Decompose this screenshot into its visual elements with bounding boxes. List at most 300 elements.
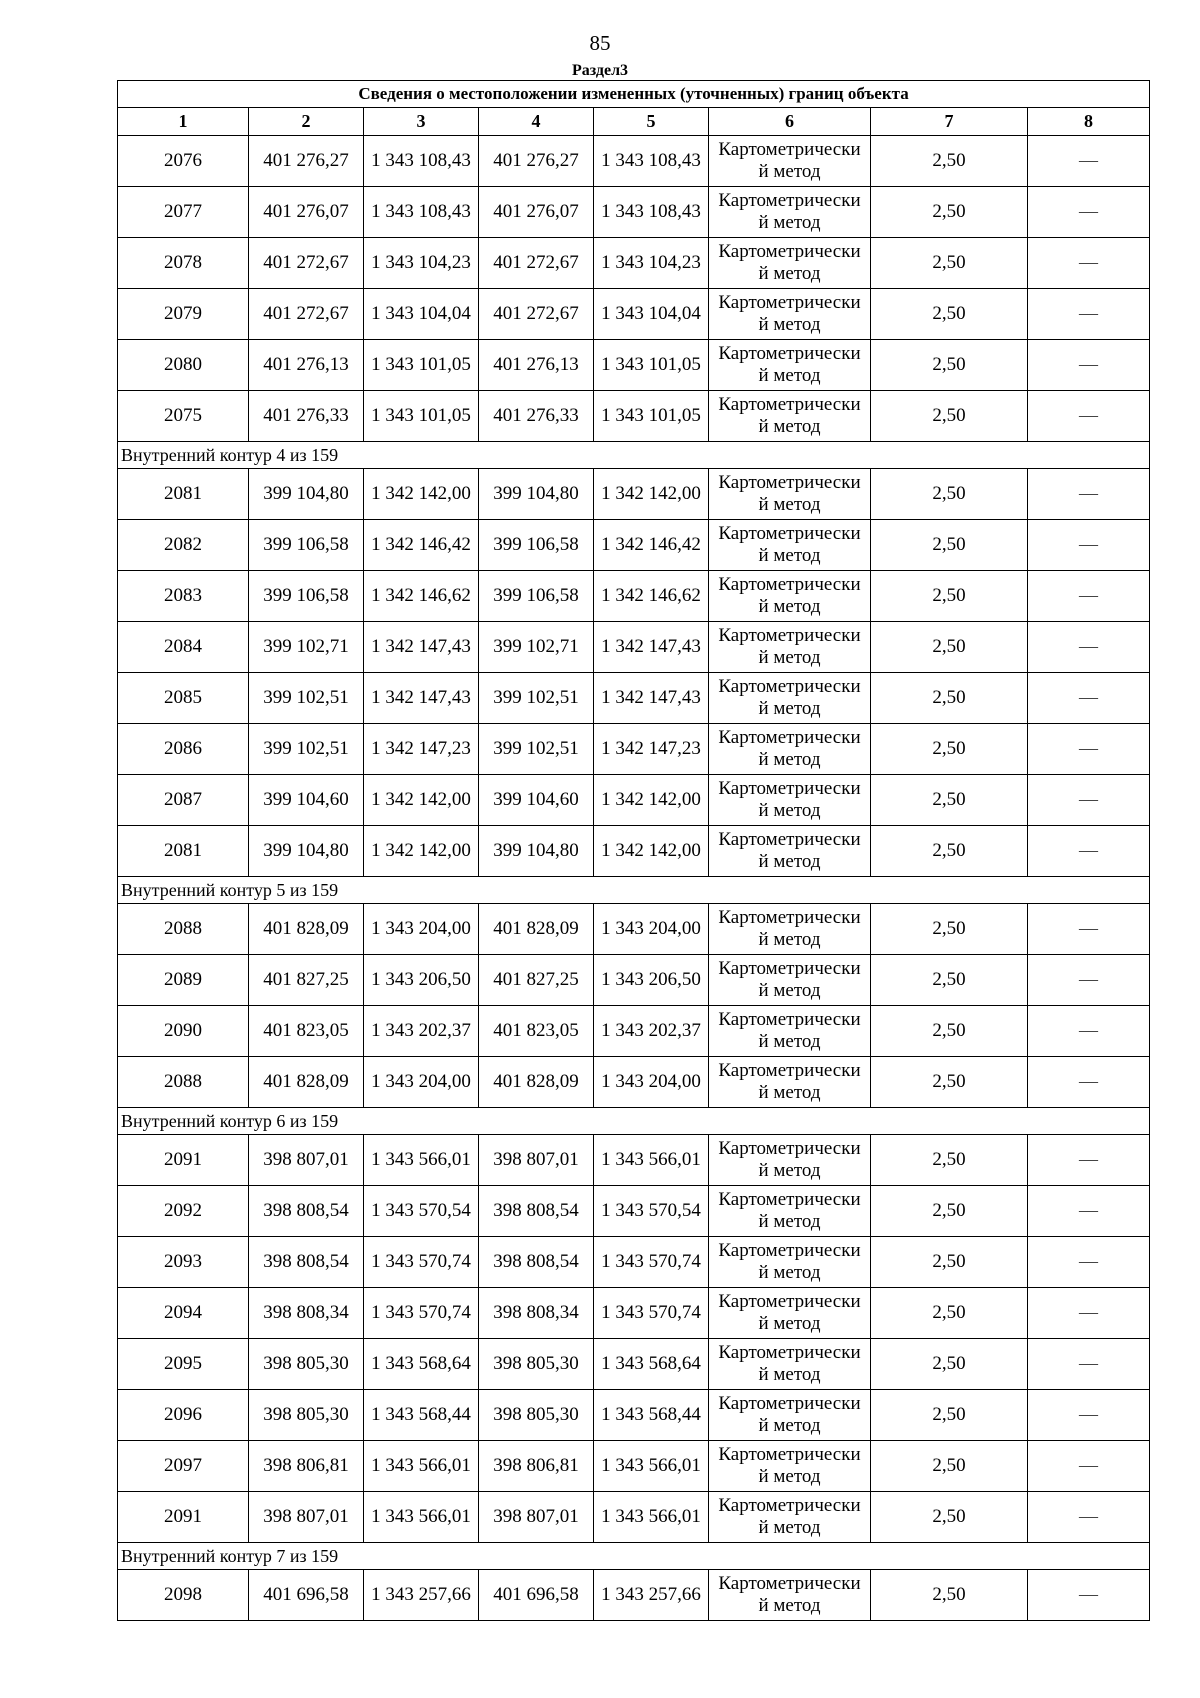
- y-coordinate-new-cell: 1 343 570,54: [594, 1186, 709, 1237]
- method-text-line1: Картометрически: [718, 1060, 861, 1081]
- method-text-line1: Картометрически: [718, 1291, 861, 1312]
- boundary-coordinates-table: [117, 80, 1150, 1621]
- y-coordinate-cell: 1 343 206,50: [364, 955, 479, 1006]
- method-text-line2: й метод: [758, 698, 821, 719]
- page-number: 85: [589, 31, 611, 55]
- x-coordinate-cell: 399 106,58: [249, 520, 364, 571]
- method-text-line1: Картометрически: [718, 343, 861, 364]
- accuracy-cell: 2,50: [871, 622, 1028, 673]
- method-text-line2: й метод: [758, 1517, 821, 1538]
- y-coordinate-cell: 1 342 147,43: [364, 622, 479, 673]
- y-coordinate-cell: 1 343 101,05: [364, 391, 479, 442]
- method-text-line1: Картометрически: [718, 574, 861, 595]
- y-coordinate-cell: 1 343 570,74: [364, 1237, 479, 1288]
- accuracy-cell: 2,50: [871, 1186, 1028, 1237]
- x-coordinate-cell: 398 805,30: [249, 1390, 364, 1441]
- y-coordinate-cell: 1 343 568,44: [364, 1390, 479, 1441]
- accuracy-cell: 2,50: [871, 571, 1028, 622]
- y-coordinate-cell: 1 342 142,00: [364, 826, 479, 877]
- method-cell: [709, 904, 871, 955]
- y-coordinate-new-cell: 1 342 142,00: [594, 826, 709, 877]
- point-number-cell: 2095: [118, 1339, 249, 1390]
- table-row: [118, 136, 1150, 187]
- x-coordinate-new-cell: 398 807,01: [479, 1135, 594, 1186]
- table-row: [118, 238, 1150, 289]
- method-text-line1: Картометрически: [718, 523, 861, 544]
- y-coordinate-cell: 1 343 570,54: [364, 1186, 479, 1237]
- x-coordinate-cell: 401 272,67: [249, 238, 364, 289]
- method-text-line1: Картометрически: [718, 958, 861, 979]
- x-coordinate-new-cell: 401 828,09: [479, 904, 594, 955]
- y-coordinate-cell: 1 343 108,43: [364, 136, 479, 187]
- x-coordinate-new-cell: 401 272,67: [479, 238, 594, 289]
- method-text-line2: й метод: [758, 1031, 821, 1052]
- table-body: [118, 136, 1150, 1621]
- method-text-line1: Картометрически: [718, 1342, 861, 1363]
- method-cell: [709, 391, 871, 442]
- method-text-line1: Картометрически: [718, 1495, 861, 1516]
- point-number-cell: 2081: [118, 469, 249, 520]
- x-coordinate-cell: 399 102,71: [249, 622, 364, 673]
- method-text-line1: Картометрически: [718, 472, 861, 493]
- x-coordinate-cell: 401 276,33: [249, 391, 364, 442]
- x-coordinate-cell: 401 823,05: [249, 1006, 364, 1057]
- description-cell: —: [1028, 136, 1150, 187]
- y-coordinate-new-cell: 1 343 570,74: [594, 1288, 709, 1339]
- method-cell: [709, 1288, 871, 1339]
- y-coordinate-new-cell: 1 343 108,43: [594, 136, 709, 187]
- method-text-line2: й метод: [758, 1466, 821, 1487]
- x-coordinate-cell: 399 102,51: [249, 673, 364, 724]
- method-text-line1: Картометрически: [718, 1138, 861, 1159]
- point-number-cell: 2085: [118, 673, 249, 724]
- x-coordinate-cell: 398 808,54: [249, 1186, 364, 1237]
- point-number-cell: 2079: [118, 289, 249, 340]
- method-text-line1: Картометрически: [718, 394, 861, 415]
- x-coordinate-new-cell: 401 276,33: [479, 391, 594, 442]
- point-number-cell: 2096: [118, 1390, 249, 1441]
- accuracy-cell: 2,50: [871, 826, 1028, 877]
- y-coordinate-cell: 1 342 147,43: [364, 673, 479, 724]
- method-cell: [709, 238, 871, 289]
- y-coordinate-new-cell: 1 342 146,62: [594, 571, 709, 622]
- table-row: [118, 1006, 1150, 1057]
- method-text-line2: й метод: [758, 749, 821, 770]
- method-cell: [709, 187, 871, 238]
- point-number-cell: 2082: [118, 520, 249, 571]
- x-coordinate-cell: 401 276,13: [249, 340, 364, 391]
- point-number-cell: 2077: [118, 187, 249, 238]
- x-coordinate-new-cell: 399 104,80: [479, 826, 594, 877]
- contour-row: [118, 1108, 1150, 1135]
- method-cell: [709, 724, 871, 775]
- y-coordinate-new-cell: 1 342 142,00: [594, 775, 709, 826]
- y-coordinate-cell: 1 343 101,05: [364, 340, 479, 391]
- y-coordinate-new-cell: 1 342 142,00: [594, 469, 709, 520]
- table-row: [118, 1390, 1150, 1441]
- table-row: [118, 1441, 1150, 1492]
- table-row: [118, 826, 1150, 877]
- method-cell: [709, 775, 871, 826]
- x-coordinate-new-cell: 399 104,60: [479, 775, 594, 826]
- method-text-line1: Картометрически: [718, 1393, 861, 1414]
- accuracy-cell: 2,50: [871, 673, 1028, 724]
- accuracy-cell: 2,50: [871, 520, 1028, 571]
- table-row: [118, 520, 1150, 571]
- accuracy-cell: 2,50: [871, 904, 1028, 955]
- column-header: 8: [1028, 108, 1150, 136]
- point-number-cell: 2081: [118, 826, 249, 877]
- contour-row: [118, 442, 1150, 469]
- y-coordinate-cell: 1 343 566,01: [364, 1492, 479, 1543]
- table-row: [118, 1135, 1150, 1186]
- contour-label: Внутренний контур 6 из 159: [118, 1108, 1150, 1135]
- accuracy-cell: 2,50: [871, 136, 1028, 187]
- method-text-line2: й метод: [758, 1262, 821, 1283]
- point-number-cell: 2091: [118, 1492, 249, 1543]
- y-coordinate-new-cell: 1 343 101,05: [594, 340, 709, 391]
- point-number-cell: 2092: [118, 1186, 249, 1237]
- table-row: [118, 1186, 1150, 1237]
- table-row: [118, 187, 1150, 238]
- column-header: 1: [118, 108, 249, 136]
- method-cell: [709, 1006, 871, 1057]
- point-number-cell: 2093: [118, 1237, 249, 1288]
- accuracy-cell: 2,50: [871, 1441, 1028, 1492]
- accuracy-cell: 2,50: [871, 340, 1028, 391]
- description-cell: —: [1028, 826, 1150, 877]
- y-coordinate-new-cell: 1 343 257,66: [594, 1570, 709, 1621]
- y-coordinate-new-cell: 1 343 204,00: [594, 904, 709, 955]
- x-coordinate-cell: 398 806,81: [249, 1441, 364, 1492]
- table-row: [118, 622, 1150, 673]
- x-coordinate-new-cell: 398 808,34: [479, 1288, 594, 1339]
- x-coordinate-cell: 398 807,01: [249, 1135, 364, 1186]
- x-coordinate-new-cell: 401 276,27: [479, 136, 594, 187]
- accuracy-cell: 2,50: [871, 1339, 1028, 1390]
- method-text-line2: й метод: [758, 365, 821, 386]
- method-cell: [709, 1570, 871, 1621]
- point-number-cell: 2087: [118, 775, 249, 826]
- x-coordinate-new-cell: 398 805,30: [479, 1390, 594, 1441]
- method-text-line2: й метод: [758, 1160, 821, 1181]
- method-text-line1: Картометрически: [718, 190, 861, 211]
- x-coordinate-new-cell: 399 102,71: [479, 622, 594, 673]
- accuracy-cell: 2,50: [871, 1390, 1028, 1441]
- method-text-line2: й метод: [758, 161, 821, 182]
- accuracy-cell: 2,50: [871, 955, 1028, 1006]
- y-coordinate-new-cell: 1 342 147,23: [594, 724, 709, 775]
- description-cell: —: [1028, 1237, 1150, 1288]
- y-coordinate-new-cell: 1 343 108,43: [594, 187, 709, 238]
- y-coordinate-cell: 1 342 142,00: [364, 469, 479, 520]
- point-number-cell: 2075: [118, 391, 249, 442]
- y-coordinate-new-cell: 1 343 202,37: [594, 1006, 709, 1057]
- accuracy-cell: 2,50: [871, 775, 1028, 826]
- x-coordinate-new-cell: 401 276,07: [479, 187, 594, 238]
- method-text-line1: Картометрически: [718, 727, 861, 748]
- point-number-cell: 2088: [118, 904, 249, 955]
- method-text-line2: й метод: [758, 1313, 821, 1334]
- table-row: [118, 340, 1150, 391]
- table-row: [118, 1570, 1150, 1621]
- method-text-line1: Картометрически: [718, 1444, 861, 1465]
- description-cell: —: [1028, 724, 1150, 775]
- accuracy-cell: 2,50: [871, 238, 1028, 289]
- accuracy-cell: 2,50: [871, 1237, 1028, 1288]
- method-cell: [709, 571, 871, 622]
- x-coordinate-new-cell: 401 828,09: [479, 1057, 594, 1108]
- y-coordinate-new-cell: 1 343 206,50: [594, 955, 709, 1006]
- method-cell: [709, 1339, 871, 1390]
- point-number-cell: 2089: [118, 955, 249, 1006]
- point-number-cell: 2097: [118, 1441, 249, 1492]
- accuracy-cell: 2,50: [871, 1135, 1028, 1186]
- method-text-line2: й метод: [758, 1415, 821, 1436]
- column-header: 4: [479, 108, 594, 136]
- method-text-line2: й метод: [758, 647, 821, 668]
- description-cell: —: [1028, 1492, 1150, 1543]
- table-caption: Сведения о местоположении измененных (уточненных) границ объекта: [118, 81, 1150, 108]
- x-coordinate-new-cell: 399 102,51: [479, 724, 594, 775]
- x-coordinate-cell: 401 828,09: [249, 904, 364, 955]
- method-text-line1: Картометрически: [718, 241, 861, 262]
- table-row: [118, 571, 1150, 622]
- contour-label: Внутренний контур 7 из 159: [118, 1543, 1150, 1570]
- column-header: 2: [249, 108, 364, 136]
- x-coordinate-new-cell: 401 272,67: [479, 289, 594, 340]
- y-coordinate-cell: 1 343 204,00: [364, 1057, 479, 1108]
- x-coordinate-new-cell: 399 106,58: [479, 571, 594, 622]
- y-coordinate-new-cell: 1 342 146,42: [594, 520, 709, 571]
- x-coordinate-cell: 398 808,34: [249, 1288, 364, 1339]
- y-coordinate-cell: 1 343 108,43: [364, 187, 479, 238]
- description-cell: —: [1028, 1057, 1150, 1108]
- description-cell: —: [1028, 775, 1150, 826]
- description-cell: —: [1028, 622, 1150, 673]
- section-title: Раздел3: [571, 62, 629, 79]
- method-cell: [709, 1390, 871, 1441]
- method-text-line2: й метод: [758, 929, 821, 950]
- description-cell: —: [1028, 469, 1150, 520]
- y-coordinate-cell: 1 343 104,23: [364, 238, 479, 289]
- table-row: [118, 1288, 1150, 1339]
- description-cell: —: [1028, 1135, 1150, 1186]
- column-header: 3: [364, 108, 479, 136]
- description-cell: —: [1028, 955, 1150, 1006]
- method-text-line2: й метод: [758, 800, 821, 821]
- description-cell: —: [1028, 904, 1150, 955]
- table-row: [118, 391, 1150, 442]
- table-row: [118, 289, 1150, 340]
- method-text-line1: Картометрически: [718, 1240, 861, 1261]
- y-coordinate-cell: 1 342 147,23: [364, 724, 479, 775]
- y-coordinate-new-cell: 1 342 147,43: [594, 673, 709, 724]
- method-text-line2: й метод: [758, 851, 821, 872]
- x-coordinate-new-cell: 398 805,30: [479, 1339, 594, 1390]
- y-coordinate-cell: 1 343 566,01: [364, 1441, 479, 1492]
- method-cell: [709, 1441, 871, 1492]
- y-coordinate-cell: 1 343 568,64: [364, 1339, 479, 1390]
- description-cell: —: [1028, 391, 1150, 442]
- x-coordinate-cell: 401 276,07: [249, 187, 364, 238]
- description-cell: —: [1028, 289, 1150, 340]
- method-cell: [709, 673, 871, 724]
- method-text-line2: й метод: [758, 494, 821, 515]
- table-row: [118, 955, 1150, 1006]
- description-cell: —: [1028, 673, 1150, 724]
- description-cell: —: [1028, 520, 1150, 571]
- point-number-cell: 2088: [118, 1057, 249, 1108]
- description-cell: —: [1028, 1006, 1150, 1057]
- table-row: [118, 724, 1150, 775]
- y-coordinate-cell: 1 342 146,42: [364, 520, 479, 571]
- x-coordinate-cell: 401 272,67: [249, 289, 364, 340]
- contour-row: [118, 1543, 1150, 1570]
- x-coordinate-cell: 398 808,54: [249, 1237, 364, 1288]
- description-cell: —: [1028, 1570, 1150, 1621]
- description-cell: —: [1028, 1441, 1150, 1492]
- y-coordinate-cell: 1 342 142,00: [364, 775, 479, 826]
- method-cell: [709, 520, 871, 571]
- table-row: [118, 673, 1150, 724]
- method-cell: [709, 1186, 871, 1237]
- y-coordinate-new-cell: 1 342 147,43: [594, 622, 709, 673]
- method-text-line1: Картометрически: [718, 1009, 861, 1030]
- method-text-line2: й метод: [758, 596, 821, 617]
- method-cell: [709, 289, 871, 340]
- accuracy-cell: 2,50: [871, 1492, 1028, 1543]
- column-header: 6: [709, 108, 871, 136]
- point-number-cell: 2098: [118, 1570, 249, 1621]
- table-row: [118, 1057, 1150, 1108]
- accuracy-cell: 2,50: [871, 289, 1028, 340]
- x-coordinate-new-cell: 401 827,25: [479, 955, 594, 1006]
- point-number-cell: 2076: [118, 136, 249, 187]
- method-text-line2: й метод: [758, 980, 821, 1001]
- x-coordinate-new-cell: 399 102,51: [479, 673, 594, 724]
- method-text-line1: Картометрически: [718, 625, 861, 646]
- x-coordinate-cell: 399 104,80: [249, 826, 364, 877]
- method-cell: [709, 1492, 871, 1543]
- point-number-cell: 2083: [118, 571, 249, 622]
- accuracy-cell: 2,50: [871, 1570, 1028, 1621]
- method-cell: [709, 469, 871, 520]
- x-coordinate-new-cell: 398 806,81: [479, 1441, 594, 1492]
- description-cell: —: [1028, 1390, 1150, 1441]
- method-text-line1: Картометрически: [718, 829, 861, 850]
- y-coordinate-new-cell: 1 343 101,05: [594, 391, 709, 442]
- method-text-line2: й метод: [758, 1595, 821, 1616]
- y-coordinate-new-cell: 1 343 566,01: [594, 1441, 709, 1492]
- x-coordinate-new-cell: 398 808,54: [479, 1186, 594, 1237]
- x-coordinate-cell: 399 106,58: [249, 571, 364, 622]
- y-coordinate-cell: 1 343 202,37: [364, 1006, 479, 1057]
- y-coordinate-new-cell: 1 343 568,64: [594, 1339, 709, 1390]
- accuracy-cell: 2,50: [871, 1057, 1028, 1108]
- x-coordinate-cell: 398 805,30: [249, 1339, 364, 1390]
- method-text-line1: Картометрически: [718, 292, 861, 313]
- point-number-cell: 2094: [118, 1288, 249, 1339]
- method-cell: [709, 622, 871, 673]
- description-cell: —: [1028, 1339, 1150, 1390]
- accuracy-cell: 2,50: [871, 724, 1028, 775]
- y-coordinate-new-cell: 1 343 104,23: [594, 238, 709, 289]
- y-coordinate-new-cell: 1 343 570,74: [594, 1237, 709, 1288]
- table-row: [118, 1237, 1150, 1288]
- point-number-cell: 2084: [118, 622, 249, 673]
- description-cell: —: [1028, 238, 1150, 289]
- table-row: [118, 1339, 1150, 1390]
- method-text-line1: Картометрически: [718, 778, 861, 799]
- x-coordinate-new-cell: 401 696,58: [479, 1570, 594, 1621]
- accuracy-cell: 2,50: [871, 469, 1028, 520]
- accuracy-cell: 2,50: [871, 1006, 1028, 1057]
- y-coordinate-cell: 1 343 204,00: [364, 904, 479, 955]
- accuracy-cell: 2,50: [871, 1288, 1028, 1339]
- method-text-line1: Картометрически: [718, 1573, 861, 1594]
- y-coordinate-cell: 1 343 570,74: [364, 1288, 479, 1339]
- method-cell: [709, 826, 871, 877]
- x-coordinate-cell: 401 828,09: [249, 1057, 364, 1108]
- table-row: [118, 775, 1150, 826]
- x-coordinate-new-cell: 401 276,13: [479, 340, 594, 391]
- y-coordinate-new-cell: 1 343 104,04: [594, 289, 709, 340]
- method-cell: [709, 955, 871, 1006]
- method-cell: [709, 1057, 871, 1108]
- x-coordinate-cell: 401 696,58: [249, 1570, 364, 1621]
- column-header: 5: [594, 108, 709, 136]
- table-row: [118, 469, 1150, 520]
- method-cell: [709, 136, 871, 187]
- method-text-line1: Картометрически: [718, 1189, 861, 1210]
- method-text-line2: й метод: [758, 416, 821, 437]
- y-coordinate-new-cell: 1 343 568,44: [594, 1390, 709, 1441]
- x-coordinate-cell: 399 104,60: [249, 775, 364, 826]
- x-coordinate-cell: 398 807,01: [249, 1492, 364, 1543]
- column-header-row: [118, 108, 1150, 136]
- method-text-line2: й метод: [758, 1082, 821, 1103]
- point-number-cell: 2086: [118, 724, 249, 775]
- y-coordinate-cell: 1 343 257,66: [364, 1570, 479, 1621]
- x-coordinate-cell: 401 827,25: [249, 955, 364, 1006]
- y-coordinate-new-cell: 1 343 566,01: [594, 1135, 709, 1186]
- point-number-cell: 2078: [118, 238, 249, 289]
- contour-label: Внутренний контур 4 из 159: [118, 442, 1150, 469]
- method-text-line2: й метод: [758, 545, 821, 566]
- contour-row: [118, 877, 1150, 904]
- x-coordinate-new-cell: 398 807,01: [479, 1492, 594, 1543]
- x-coordinate-new-cell: 401 823,05: [479, 1006, 594, 1057]
- x-coordinate-new-cell: 399 104,80: [479, 469, 594, 520]
- x-coordinate-new-cell: 398 808,54: [479, 1237, 594, 1288]
- method-text-line2: й метод: [758, 212, 821, 233]
- method-text-line2: й метод: [758, 1364, 821, 1385]
- y-coordinate-new-cell: 1 343 566,01: [594, 1492, 709, 1543]
- point-number-cell: 2080: [118, 340, 249, 391]
- table-row: [118, 904, 1150, 955]
- y-coordinate-cell: 1 343 104,04: [364, 289, 479, 340]
- method-cell: [709, 1135, 871, 1186]
- y-coordinate-new-cell: 1 343 204,00: [594, 1057, 709, 1108]
- description-cell: —: [1028, 571, 1150, 622]
- y-coordinate-cell: 1 342 146,62: [364, 571, 479, 622]
- x-coordinate-cell: 401 276,27: [249, 136, 364, 187]
- column-header: 7: [871, 108, 1028, 136]
- accuracy-cell: 2,50: [871, 391, 1028, 442]
- description-cell: —: [1028, 187, 1150, 238]
- point-number-cell: 2091: [118, 1135, 249, 1186]
